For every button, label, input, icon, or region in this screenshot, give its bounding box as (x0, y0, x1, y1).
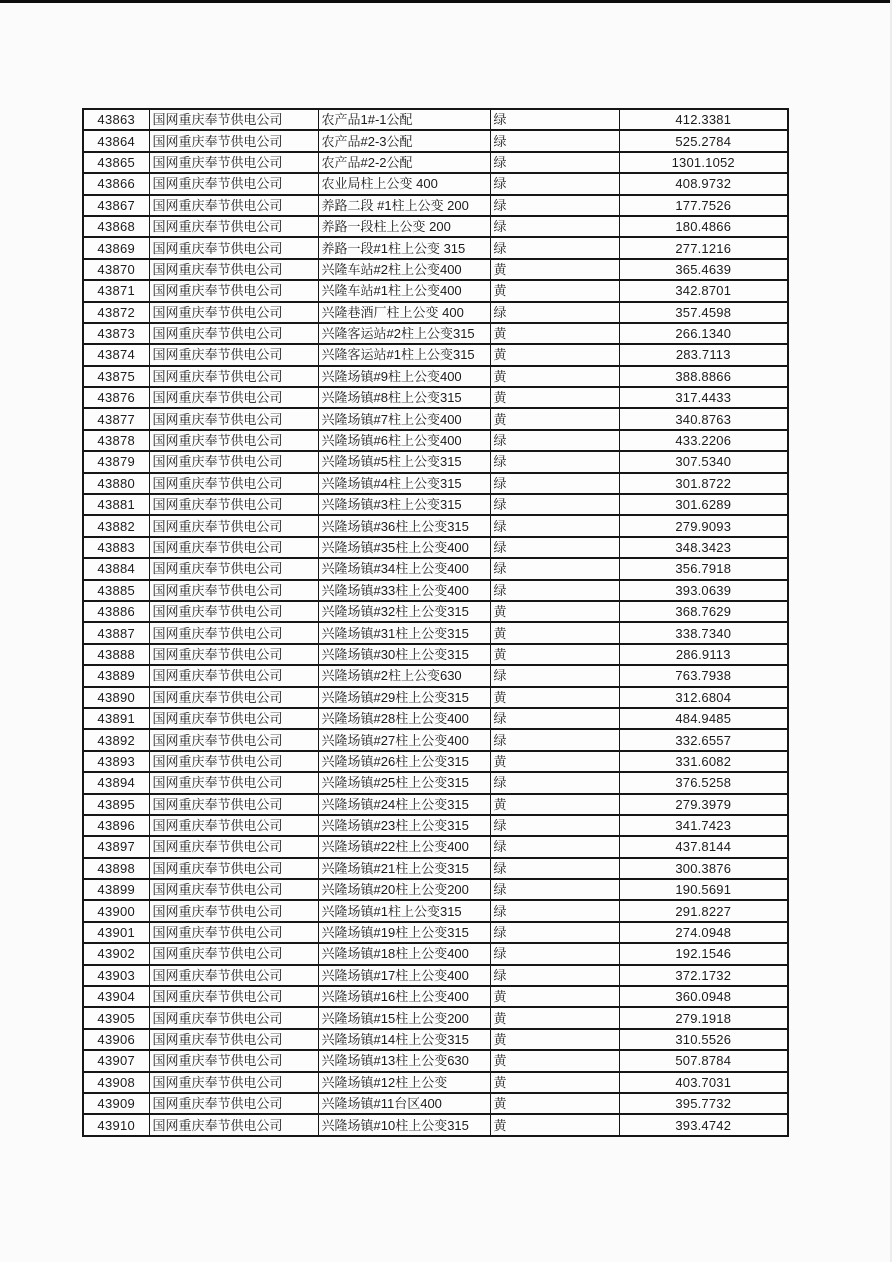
device-name-cell[interactable]: 兴隆场镇#13柱上公变630 (318, 1050, 490, 1071)
record-id-cell[interactable]: 43865 (83, 152, 149, 173)
record-id-cell[interactable]: 43900 (83, 900, 149, 921)
load-value-cell[interactable]: 393.4742 (619, 1114, 788, 1135)
table-row[interactable] (83, 558, 788, 579)
load-value-cell[interactable]: 300.3876 (619, 858, 788, 879)
record-id-cell[interactable]: 43880 (83, 473, 149, 494)
company-cell[interactable]: 国网重庆奉节供电公司 (149, 772, 318, 793)
table-row[interactable] (83, 751, 788, 772)
company-cell[interactable]: 国网重庆奉节供电公司 (149, 216, 318, 237)
device-name-cell[interactable]: 兴隆场镇#3柱上公变315 (318, 494, 490, 515)
device-name-cell[interactable]: 兴隆车站#2柱上公变400 (318, 259, 490, 280)
load-value-cell[interactable]: 274.0948 (619, 922, 788, 943)
load-value-cell[interactable]: 291.8227 (619, 900, 788, 921)
status-cell[interactable]: 黄 (490, 986, 619, 1007)
record-id-cell[interactable]: 43886 (83, 601, 149, 622)
table-row[interactable] (83, 1007, 788, 1028)
table-row[interactable] (83, 451, 788, 472)
company-cell[interactable]: 国网重庆奉节供电公司 (149, 622, 318, 643)
company-cell[interactable]: 国网重庆奉节供电公司 (149, 858, 318, 879)
record-id-cell[interactable]: 43889 (83, 665, 149, 686)
company-cell[interactable]: 国网重庆奉节供电公司 (149, 687, 318, 708)
device-name-cell[interactable]: 兴隆场镇#17柱上公变400 (318, 965, 490, 986)
table-row[interactable] (83, 494, 788, 515)
status-cell[interactable]: 黄 (490, 323, 619, 344)
status-cell[interactable]: 绿 (490, 473, 619, 494)
status-cell[interactable]: 黄 (490, 644, 619, 665)
record-id-cell[interactable]: 43896 (83, 815, 149, 836)
company-cell[interactable]: 国网重庆奉节供电公司 (149, 387, 318, 408)
table-row[interactable] (83, 130, 788, 151)
company-cell[interactable]: 国网重庆奉节供电公司 (149, 408, 318, 429)
status-cell[interactable]: 绿 (490, 237, 619, 258)
device-name-cell[interactable]: 兴隆客运站#1柱上公变315 (318, 344, 490, 365)
company-cell[interactable]: 国网重庆奉节供电公司 (149, 943, 318, 964)
company-cell[interactable]: 国网重庆奉节供电公司 (149, 515, 318, 536)
status-cell[interactable]: 黄 (490, 1029, 619, 1050)
table-row[interactable] (83, 109, 788, 130)
company-cell[interactable]: 国网重庆奉节供电公司 (149, 430, 318, 451)
status-cell[interactable]: 黄 (490, 601, 619, 622)
device-name-cell[interactable]: 兴隆场镇#4柱上公变315 (318, 473, 490, 494)
table-row[interactable] (83, 408, 788, 429)
load-value-cell[interactable]: 342.8701 (619, 280, 788, 301)
status-cell[interactable]: 黄 (490, 622, 619, 643)
device-name-cell[interactable]: 养路二段 #1柱上公变 200 (318, 195, 490, 216)
table-row[interactable] (83, 430, 788, 451)
record-id-cell[interactable]: 43883 (83, 537, 149, 558)
record-id-cell[interactable]: 43874 (83, 344, 149, 365)
table-row[interactable] (83, 622, 788, 643)
load-value-cell[interactable]: 395.7732 (619, 1093, 788, 1114)
table-row[interactable] (83, 1050, 788, 1071)
table-row[interactable] (83, 152, 788, 173)
load-value-cell[interactable]: 484.9485 (619, 708, 788, 729)
device-name-cell[interactable]: 兴隆场镇#7柱上公变400 (318, 408, 490, 429)
device-name-cell[interactable]: 兴隆场镇#28柱上公变400 (318, 708, 490, 729)
table-row[interactable] (83, 858, 788, 879)
record-id-cell[interactable]: 43867 (83, 195, 149, 216)
record-id-cell[interactable]: 43897 (83, 836, 149, 857)
status-cell[interactable]: 绿 (490, 836, 619, 857)
status-cell[interactable]: 绿 (490, 109, 619, 130)
company-cell[interactable]: 国网重庆奉节供电公司 (149, 130, 318, 151)
record-id-cell[interactable]: 43901 (83, 922, 149, 943)
status-cell[interactable]: 绿 (490, 708, 619, 729)
status-cell[interactable]: 绿 (490, 494, 619, 515)
load-value-cell[interactable]: 338.7340 (619, 622, 788, 643)
load-value-cell[interactable]: 279.3979 (619, 794, 788, 815)
device-name-cell[interactable]: 兴隆场镇#21柱上公变315 (318, 858, 490, 879)
device-name-cell[interactable]: 兴隆场镇#2柱上公变630 (318, 665, 490, 686)
device-name-cell[interactable]: 兴隆场镇#33柱上公变400 (318, 580, 490, 601)
company-cell[interactable]: 国网重庆奉节供电公司 (149, 580, 318, 601)
table-row[interactable] (83, 580, 788, 601)
record-id-cell[interactable]: 43902 (83, 943, 149, 964)
device-name-cell[interactable]: 兴隆场镇#31柱上公变315 (318, 622, 490, 643)
table-row[interactable] (83, 729, 788, 750)
record-id-cell[interactable]: 43890 (83, 687, 149, 708)
company-cell[interactable]: 国网重庆奉节供电公司 (149, 922, 318, 943)
device-name-cell[interactable]: 兴隆场镇#14柱上公变315 (318, 1029, 490, 1050)
company-cell[interactable]: 国网重庆奉节供电公司 (149, 1029, 318, 1050)
device-name-cell[interactable]: 兴隆场镇#18柱上公变400 (318, 943, 490, 964)
table-row[interactable] (83, 344, 788, 365)
device-name-cell[interactable]: 兴隆场镇#5柱上公变315 (318, 451, 490, 472)
status-cell[interactable]: 绿 (490, 173, 619, 194)
company-cell[interactable]: 国网重庆奉节供电公司 (149, 900, 318, 921)
load-value-cell[interactable]: 437.8144 (619, 836, 788, 857)
table-row[interactable] (83, 323, 788, 344)
company-cell[interactable]: 国网重庆奉节供电公司 (149, 173, 318, 194)
company-cell[interactable]: 国网重庆奉节供电公司 (149, 751, 318, 772)
table-row[interactable] (83, 687, 788, 708)
record-id-cell[interactable]: 43903 (83, 965, 149, 986)
device-name-cell[interactable]: 兴隆场镇#22柱上公变400 (318, 836, 490, 857)
status-cell[interactable]: 黄 (490, 344, 619, 365)
load-value-cell[interactable]: 341.7423 (619, 815, 788, 836)
load-value-cell[interactable]: 177.7526 (619, 195, 788, 216)
company-cell[interactable]: 国网重庆奉节供电公司 (149, 1114, 318, 1135)
status-cell[interactable]: 黄 (490, 387, 619, 408)
company-cell[interactable]: 国网重庆奉节供电公司 (149, 1093, 318, 1114)
company-cell[interactable]: 国网重庆奉节供电公司 (149, 879, 318, 900)
load-value-cell[interactable]: 356.7918 (619, 558, 788, 579)
status-cell[interactable]: 绿 (490, 879, 619, 900)
record-id-cell[interactable]: 43888 (83, 644, 149, 665)
status-cell[interactable]: 绿 (490, 302, 619, 323)
status-cell[interactable]: 绿 (490, 430, 619, 451)
company-cell[interactable]: 国网重庆奉节供电公司 (149, 302, 318, 323)
table-row[interactable] (83, 473, 788, 494)
record-id-cell[interactable]: 43878 (83, 430, 149, 451)
device-name-cell[interactable]: 兴隆场镇#23柱上公变315 (318, 815, 490, 836)
device-name-cell[interactable]: 农业局柱上公变 400 (318, 173, 490, 194)
table-row[interactable] (83, 665, 788, 686)
device-name-cell[interactable]: 兴隆场镇#32柱上公变315 (318, 601, 490, 622)
record-id-cell[interactable]: 43864 (83, 130, 149, 151)
record-id-cell[interactable]: 43894 (83, 772, 149, 793)
company-cell[interactable]: 国网重庆奉节供电公司 (149, 451, 318, 472)
load-value-cell[interactable]: 279.9093 (619, 515, 788, 536)
status-cell[interactable]: 黄 (490, 1093, 619, 1114)
status-cell[interactable]: 绿 (490, 537, 619, 558)
record-id-cell[interactable]: 43895 (83, 794, 149, 815)
load-value-cell[interactable]: 340.8763 (619, 408, 788, 429)
table-row[interactable] (83, 836, 788, 857)
load-value-cell[interactable]: 433.2206 (619, 430, 788, 451)
record-id-cell[interactable]: 43906 (83, 1029, 149, 1050)
load-value-cell[interactable]: 393.0639 (619, 580, 788, 601)
status-cell[interactable]: 绿 (490, 729, 619, 750)
load-value-cell[interactable]: 372.1732 (619, 965, 788, 986)
status-cell[interactable]: 绿 (490, 815, 619, 836)
load-value-cell[interactable]: 307.5340 (619, 451, 788, 472)
status-cell[interactable]: 黄 (490, 1007, 619, 1028)
record-id-cell[interactable]: 43898 (83, 858, 149, 879)
company-cell[interactable]: 国网重庆奉节供电公司 (149, 558, 318, 579)
status-cell[interactable]: 绿 (490, 943, 619, 964)
load-value-cell[interactable]: 525.2784 (619, 130, 788, 151)
status-cell[interactable]: 绿 (490, 195, 619, 216)
device-name-cell[interactable]: 养路一段柱上公变 200 (318, 216, 490, 237)
company-cell[interactable]: 国网重庆奉节供电公司 (149, 601, 318, 622)
table-row[interactable] (83, 302, 788, 323)
status-cell[interactable]: 绿 (490, 130, 619, 151)
table-row[interactable] (83, 195, 788, 216)
table-row[interactable] (83, 237, 788, 258)
load-value-cell[interactable]: 412.3381 (619, 109, 788, 130)
device-name-cell[interactable]: 兴隆场镇#11台区400 (318, 1093, 490, 1114)
table-row[interactable] (83, 1029, 788, 1050)
device-name-cell[interactable]: 兴隆场镇#1柱上公变315 (318, 900, 490, 921)
table-row[interactable] (83, 900, 788, 921)
table-row[interactable] (83, 943, 788, 964)
device-name-cell[interactable]: 兴隆场镇#27柱上公变400 (318, 729, 490, 750)
company-cell[interactable]: 国网重庆奉节供电公司 (149, 836, 318, 857)
company-cell[interactable]: 国网重庆奉节供电公司 (149, 986, 318, 1007)
record-id-cell[interactable]: 43907 (83, 1050, 149, 1071)
table-row[interactable] (83, 1114, 788, 1135)
device-name-cell[interactable]: 农产品#2-2公配 (318, 152, 490, 173)
device-name-cell[interactable]: 农产品#2-3公配 (318, 130, 490, 151)
record-id-cell[interactable]: 43863 (83, 109, 149, 130)
device-name-cell[interactable]: 兴隆场镇#6柱上公变400 (318, 430, 490, 451)
status-cell[interactable]: 绿 (490, 965, 619, 986)
load-value-cell[interactable]: 286.9113 (619, 644, 788, 665)
table-row[interactable] (83, 879, 788, 900)
status-cell[interactable]: 绿 (490, 858, 619, 879)
device-name-cell[interactable]: 兴隆场镇#12柱上公变 (318, 1072, 490, 1093)
load-value-cell[interactable]: 192.1546 (619, 943, 788, 964)
status-cell[interactable]: 黄 (490, 794, 619, 815)
load-value-cell[interactable]: 348.3423 (619, 537, 788, 558)
load-value-cell[interactable]: 279.1918 (619, 1007, 788, 1028)
table-row[interactable] (83, 922, 788, 943)
load-value-cell[interactable]: 360.0948 (619, 986, 788, 1007)
record-id-cell[interactable]: 43905 (83, 1007, 149, 1028)
device-name-cell[interactable]: 农产品1#-1公配 (318, 109, 490, 130)
device-name-cell[interactable]: 兴隆场镇#20柱上公变200 (318, 879, 490, 900)
load-value-cell[interactable]: 312.6804 (619, 687, 788, 708)
status-cell[interactable]: 绿 (490, 451, 619, 472)
table-row[interactable] (83, 708, 788, 729)
company-cell[interactable]: 国网重庆奉节供电公司 (149, 729, 318, 750)
record-id-cell[interactable]: 43910 (83, 1114, 149, 1135)
status-cell[interactable]: 绿 (490, 772, 619, 793)
status-cell[interactable]: 绿 (490, 152, 619, 173)
status-cell[interactable]: 黄 (490, 259, 619, 280)
load-value-cell[interactable]: 332.6557 (619, 729, 788, 750)
load-value-cell[interactable]: 180.4866 (619, 216, 788, 237)
load-value-cell[interactable]: 763.7938 (619, 665, 788, 686)
company-cell[interactable]: 国网重庆奉节供电公司 (149, 109, 318, 130)
record-id-cell[interactable]: 43869 (83, 237, 149, 258)
table-row[interactable] (83, 986, 788, 1007)
table-row[interactable] (83, 965, 788, 986)
table-row[interactable] (83, 387, 788, 408)
status-cell[interactable]: 黄 (490, 1050, 619, 1071)
device-name-cell[interactable]: 兴隆场镇#36柱上公变315 (318, 515, 490, 536)
status-cell[interactable]: 黄 (490, 1114, 619, 1135)
record-id-cell[interactable]: 43891 (83, 708, 149, 729)
device-name-cell[interactable]: 兴隆场镇#10柱上公变315 (318, 1114, 490, 1135)
load-value-cell[interactable]: 310.5526 (619, 1029, 788, 1050)
status-cell[interactable]: 绿 (490, 515, 619, 536)
record-id-cell[interactable]: 43893 (83, 751, 149, 772)
status-cell[interactable]: 绿 (490, 922, 619, 943)
status-cell[interactable]: 绿 (490, 900, 619, 921)
device-name-cell[interactable]: 兴隆场镇#26柱上公变315 (318, 751, 490, 772)
table-row[interactable] (83, 173, 788, 194)
table-row[interactable] (83, 644, 788, 665)
record-id-cell[interactable]: 43884 (83, 558, 149, 579)
record-id-cell[interactable]: 43885 (83, 580, 149, 601)
load-value-cell[interactable]: 403.7031 (619, 1072, 788, 1093)
record-id-cell[interactable]: 43881 (83, 494, 149, 515)
table-row[interactable] (83, 259, 788, 280)
record-id-cell[interactable]: 43872 (83, 302, 149, 323)
company-cell[interactable]: 国网重庆奉节供电公司 (149, 665, 318, 686)
company-cell[interactable]: 国网重庆奉节供电公司 (149, 794, 318, 815)
record-id-cell[interactable]: 43876 (83, 387, 149, 408)
company-cell[interactable]: 国网重庆奉节供电公司 (149, 152, 318, 173)
device-name-cell[interactable]: 兴隆场镇#34柱上公变400 (318, 558, 490, 579)
load-value-cell[interactable]: 507.8784 (619, 1050, 788, 1071)
record-id-cell[interactable]: 43875 (83, 366, 149, 387)
load-value-cell[interactable]: 388.8866 (619, 366, 788, 387)
load-value-cell[interactable]: 301.8722 (619, 473, 788, 494)
table-row[interactable] (83, 537, 788, 558)
table-row[interactable] (83, 216, 788, 237)
load-value-cell[interactable]: 331.6082 (619, 751, 788, 772)
table-row[interactable] (83, 280, 788, 301)
record-id-cell[interactable]: 43908 (83, 1072, 149, 1093)
status-cell[interactable]: 绿 (490, 216, 619, 237)
record-id-cell[interactable]: 43877 (83, 408, 149, 429)
record-id-cell[interactable]: 43887 (83, 622, 149, 643)
table-row[interactable] (83, 366, 788, 387)
device-name-cell[interactable]: 兴隆场镇#15柱上公变200 (318, 1007, 490, 1028)
company-cell[interactable]: 国网重庆奉节供电公司 (149, 473, 318, 494)
device-name-cell[interactable]: 兴隆场镇#25柱上公变315 (318, 772, 490, 793)
status-cell[interactable]: 黄 (490, 366, 619, 387)
load-value-cell[interactable]: 266.1340 (619, 323, 788, 344)
record-id-cell[interactable]: 43879 (83, 451, 149, 472)
device-name-cell[interactable]: 兴隆客运站#2柱上公变315 (318, 323, 490, 344)
device-name-cell[interactable]: 兴隆场镇#9柱上公变400 (318, 366, 490, 387)
load-value-cell[interactable]: 357.4598 (619, 302, 788, 323)
company-cell[interactable]: 国网重庆奉节供电公司 (149, 537, 318, 558)
device-name-cell[interactable]: 兴隆场镇#8柱上公变315 (318, 387, 490, 408)
company-cell[interactable]: 国网重庆奉节供电公司 (149, 644, 318, 665)
record-id-cell[interactable]: 43909 (83, 1093, 149, 1114)
company-cell[interactable]: 国网重庆奉节供电公司 (149, 366, 318, 387)
table-row[interactable] (83, 815, 788, 836)
status-cell[interactable]: 黄 (490, 1072, 619, 1093)
device-name-cell[interactable]: 兴隆场镇#24柱上公变315 (318, 794, 490, 815)
table-row[interactable] (83, 794, 788, 815)
load-value-cell[interactable]: 190.5691 (619, 879, 788, 900)
load-value-cell[interactable]: 376.5258 (619, 772, 788, 793)
status-cell[interactable]: 黄 (490, 751, 619, 772)
company-cell[interactable]: 国网重庆奉节供电公司 (149, 195, 318, 216)
record-id-cell[interactable]: 43904 (83, 986, 149, 1007)
table-row[interactable] (83, 1093, 788, 1114)
company-cell[interactable]: 国网重庆奉节供电公司 (149, 708, 318, 729)
table-row[interactable] (83, 1072, 788, 1093)
table-row[interactable] (83, 601, 788, 622)
record-id-cell[interactable]: 43873 (83, 323, 149, 344)
company-cell[interactable]: 国网重庆奉节供电公司 (149, 237, 318, 258)
company-cell[interactable]: 国网重庆奉节供电公司 (149, 323, 318, 344)
load-value-cell[interactable]: 1301.1052 (619, 152, 788, 173)
company-cell[interactable]: 国网重庆奉节供电公司 (149, 494, 318, 515)
company-cell[interactable]: 国网重庆奉节供电公司 (149, 815, 318, 836)
status-cell[interactable]: 黄 (490, 687, 619, 708)
load-value-cell[interactable]: 301.6289 (619, 494, 788, 515)
record-id-cell[interactable]: 43882 (83, 515, 149, 536)
load-value-cell[interactable]: 365.4639 (619, 259, 788, 280)
device-name-cell[interactable]: 兴隆车站#1柱上公变400 (318, 280, 490, 301)
load-value-cell[interactable]: 277.1216 (619, 237, 788, 258)
top-edge-bar (0, 0, 892, 3)
device-name-cell[interactable]: 兴隆场镇#35柱上公变400 (318, 537, 490, 558)
device-name-cell[interactable]: 兴隆场镇#16柱上公变400 (318, 986, 490, 1007)
load-value-cell[interactable]: 408.9732 (619, 173, 788, 194)
status-cell[interactable]: 绿 (490, 558, 619, 579)
status-cell[interactable]: 黄 (490, 280, 619, 301)
table-row[interactable] (83, 515, 788, 536)
load-value-cell[interactable]: 283.7113 (619, 344, 788, 365)
record-id-cell[interactable]: 43871 (83, 280, 149, 301)
device-name-cell[interactable]: 兴隆场镇#19柱上公变315 (318, 922, 490, 943)
record-id-cell[interactable]: 43892 (83, 729, 149, 750)
company-cell[interactable]: 国网重庆奉节供电公司 (149, 344, 318, 365)
device-name-cell[interactable]: 兴隆巷酒厂柱上公变 400 (318, 302, 490, 323)
company-cell[interactable]: 国网重庆奉节供电公司 (149, 259, 318, 280)
record-id-cell[interactable]: 43868 (83, 216, 149, 237)
company-cell[interactable]: 国网重庆奉节供电公司 (149, 1007, 318, 1028)
device-name-cell[interactable]: 兴隆场镇#30柱上公变315 (318, 644, 490, 665)
company-cell[interactable]: 国网重庆奉节供电公司 (149, 1050, 318, 1071)
record-id-cell[interactable]: 43866 (83, 173, 149, 194)
record-id-cell[interactable]: 43899 (83, 879, 149, 900)
table-row[interactable] (83, 772, 788, 793)
load-value-cell[interactable]: 317.4433 (619, 387, 788, 408)
status-cell[interactable]: 绿 (490, 580, 619, 601)
company-cell[interactable]: 国网重庆奉节供电公司 (149, 280, 318, 301)
status-cell[interactable]: 绿 (490, 665, 619, 686)
device-name-cell[interactable]: 养路一段#1柱上公变 315 (318, 237, 490, 258)
company-cell[interactable]: 国网重庆奉节供电公司 (149, 965, 318, 986)
record-id-cell[interactable]: 43870 (83, 259, 149, 280)
status-cell[interactable]: 黄 (490, 408, 619, 429)
load-value-cell[interactable]: 368.7629 (619, 601, 788, 622)
table-body (83, 109, 788, 1136)
device-name-cell[interactable]: 兴隆场镇#29柱上公变315 (318, 687, 490, 708)
company-cell[interactable]: 国网重庆奉节供电公司 (149, 1072, 318, 1093)
transformer-load-table (82, 108, 789, 1137)
